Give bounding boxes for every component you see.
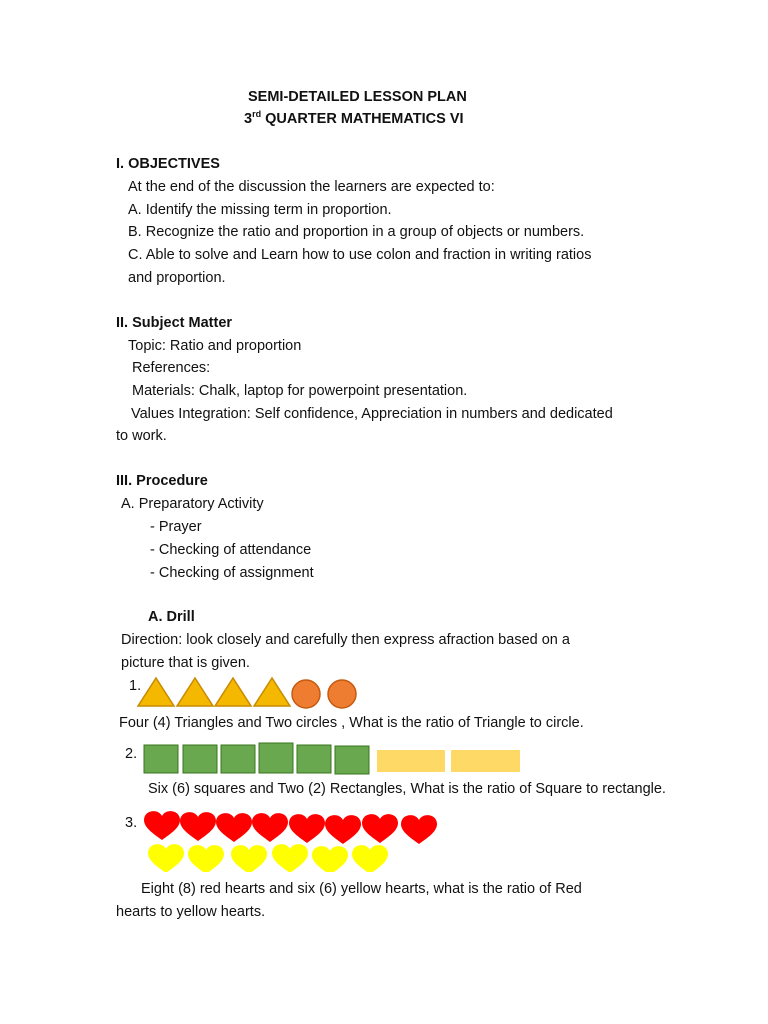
drill-direction-cont: picture that is given. — [121, 655, 250, 671]
red-heart-shape — [289, 814, 325, 843]
yellow-heart-shape — [148, 844, 184, 872]
yellow-heart-shape — [352, 845, 388, 872]
objectives-heading: I. OBJECTIVES — [116, 156, 220, 172]
item-3-text-cont: hearts to yellow hearts. — [116, 904, 266, 920]
square-shape — [335, 746, 369, 774]
red-heart-shape — [180, 812, 216, 841]
objective-c: C. Able to solve and Learn how to use colon and fraction in writing ratios — [128, 247, 592, 263]
drill-direction: Direction: look closely and carefully then express afraction based on a — [121, 632, 570, 648]
yellow-hearts — [148, 844, 388, 872]
drill-heading: A. Drill — [148, 609, 195, 625]
yellow-heart-shape — [231, 845, 267, 872]
document-title: SEMI-DETAILED LESSON PLAN — [248, 89, 467, 105]
triangle-shape — [138, 678, 174, 706]
triangle-shape — [215, 678, 251, 706]
triangle-shape — [254, 678, 290, 706]
red-hearts — [144, 811, 437, 844]
red-heart-shape — [144, 811, 180, 840]
item-1-number: 1. — [129, 678, 142, 694]
subject-references: References: — [132, 360, 211, 376]
yellow-heart-shape — [188, 845, 224, 872]
step-attendance: - Checking of attendance — [150, 542, 312, 558]
square-shape — [144, 745, 178, 773]
document-subtitle — [244, 110, 464, 129]
red-heart-shape — [216, 813, 252, 842]
item-1-text: Four (4) Triangles and Two circles , What is the ratio of Triangle to circle. — [119, 715, 584, 731]
item-3-shapes — [140, 808, 450, 872]
subject-topic: Topic: Ratio and proportion — [128, 338, 302, 354]
red-heart-shape — [325, 815, 361, 844]
yellow-heart-shape — [312, 846, 348, 872]
item-2-shapes — [140, 740, 530, 776]
circle-shape — [328, 680, 356, 708]
square-shape — [183, 745, 217, 773]
rectangle-shape — [451, 750, 520, 772]
step-assignment: - Checking of assignment — [150, 565, 314, 581]
objective-a: A. Identify the missing term in proportion. — [128, 202, 392, 218]
grade-number: 3 — [244, 111, 253, 127]
item-1-shapes — [135, 674, 365, 714]
rectangle-shape — [377, 750, 445, 772]
subject-matter-heading: II. Subject Matter — [116, 315, 233, 331]
triangle-shape — [177, 678, 213, 706]
step-prayer: - Prayer — [150, 519, 202, 535]
square-shape — [259, 743, 293, 773]
subtitle-rest: QUARTER MATHEMATICS VI — [261, 111, 464, 127]
square-shape — [221, 745, 255, 773]
square-shape — [297, 745, 331, 773]
procedure-heading: III. Procedure — [116, 473, 208, 489]
objectives-intro: At the end of the discussion the learners are expected to: — [128, 179, 495, 195]
subject-values: Values Integration: Self confidence, Appreciation in numbers and dedicated — [131, 406, 613, 422]
objective-b: B. Recognize the ratio and proportion in a group of objects or numbers. — [128, 224, 585, 240]
red-heart-shape — [401, 815, 437, 844]
subject-materials: Materials: Chalk, laptop for powerpoint presentation. — [132, 383, 468, 399]
preparatory-activity: A. Preparatory Activity — [121, 496, 264, 512]
item-2-text: Six (6) squares and Two (2) Rectangles, What is the ratio of Square to rectangle. — [148, 781, 666, 797]
objective-c-cont: and proportion. — [128, 270, 226, 286]
subject-values-cont: to work. — [116, 428, 167, 444]
item-3-text: Eight (8) red hearts and six (6) yellow hearts, what is the ratio of Red — [141, 881, 582, 897]
red-heart-shape — [252, 813, 288, 842]
item-2-number: 2. — [125, 746, 138, 762]
yellow-heart-shape — [272, 844, 308, 872]
circle-shape — [292, 680, 320, 708]
grade-suffix: rd — [252, 109, 262, 119]
item-3-number: 3. — [125, 815, 138, 831]
red-heart-shape — [362, 814, 398, 843]
